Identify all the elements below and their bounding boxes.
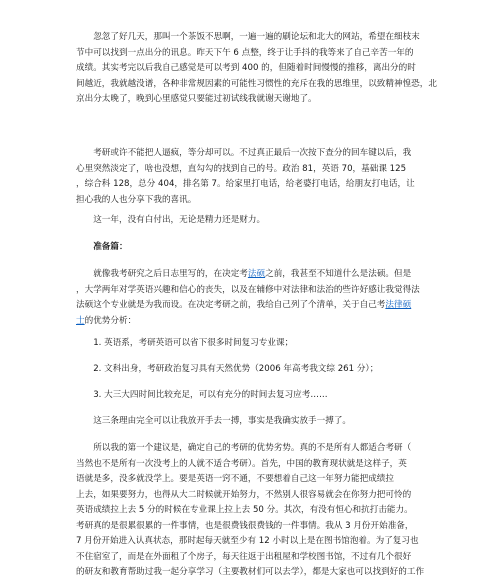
text-line: 7 月份开始进入认真状态，那时起每天就至少有 12 小时以上是在图书馆泡着。为了复习也: [76, 536, 419, 546]
text-line: [76, 314, 422, 330]
text-line: ，综合科 128，总分 404，排名第 7。给家里打电话，给老婆打电话，给朋友打电话，让: [76, 179, 415, 189]
paragraph-score-reveal: [76, 146, 422, 208]
paragraph-first-advice: [76, 441, 425, 581]
paragraph-effort-paid-off: [76, 213, 422, 229]
text-line: 考研或许不能把人逼疯，等分却可以。不过真正最后一次按下查分的回车键以后，我: [76, 148, 412, 158]
link-law-master-continued[interactable]: 士: [76, 315, 85, 326]
text-line: 英语成绩拉上去 5 分的时候在专业课上拉上去 50 分。其次，有没有恒心和抗打击能力。: [76, 505, 413, 515]
text-line: 不住宿室了，而是在外面租了个房子，每天往返于出租屋和学校图书馆，不过有几个很好: [76, 551, 412, 562]
text-segment: 就像我考研究之后日志里写的，在决定考: [76, 269, 248, 279]
text-segment: 法硕这个专业就是为我而设。在决定考研之前，我给自己列了个清单，关于自己考: [76, 300, 386, 310]
text-line: 的研友和教育帮助过我一起分享学习（主要教材们可以去学），都是大家也可以找到好的工作: [76, 567, 425, 577]
text-line: 成绩。其实考完以后我自己感觉是可以考到 400 的，但随着时间慢慢的推移，离出分的时: [76, 63, 416, 73]
text-line: 节中可以找到一点出分的讯息。昨天下午 6 点整，终于让手抖的我等来了自己辛苦一年的: [76, 47, 414, 58]
paragraph-why-law-master: [76, 267, 422, 329]
text-segment: 的优势分析：: [84, 315, 137, 326]
text-line: 上去，如果要努力，也得从大二时候就开始努力，不然别人很容易就会在你努力把可怜的: [76, 489, 412, 500]
text-line: [76, 267, 422, 283]
list-item-text: 3. 大三大四时间比较充足，可以有充分的时间去复习应考……: [76, 390, 328, 400]
text-line: ，大学两年对学英语兴趣和信心的丧失，以及在辅修中对法律和法治的些许好感让我觉得法: [76, 284, 420, 295]
paragraph-three-reasons: [76, 414, 422, 430]
text-line: 京出分太晚了，晚到心里感觉只要能过初试线我就谢天谢地了。: [76, 94, 317, 104]
text-line: 这一年，没有白付出，无论是精力还是财力。: [76, 215, 266, 225]
text-segment: 之前，我甚至不知道什么是法硕。但是: [265, 269, 412, 279]
text-line: 考研真的是很累很累的一件事情，也是很费钱很费钱的一件事情。我从 3 月份开始准备，: [76, 520, 414, 531]
text-line: 语就是多，没多就没学上。要是英语一窍不通，不要想着自己这一年努力能把成绩拉: [76, 474, 394, 484]
paragraph-waiting-for-results: [76, 30, 437, 108]
list-item-liberal-arts: [76, 362, 422, 378]
text-line: [76, 298, 422, 314]
section-heading-preparation: [76, 240, 422, 256]
text-line: 心里突然淡定了，啥也没想，直勾勾的找到自己的号。政治 81，英语 70，基础课 125: [76, 163, 407, 174]
link-law-master[interactable]: 法律硕: [385, 300, 412, 310]
text-line: 这三条理由完全可以让我放开手去一搏，事实是我确实放手一搏了。: [76, 416, 352, 426]
text-line: 忽忽了好几天，那叫一个茶饭不思啊，一遍一遍的刷论坛和北大的网站，希望在细枝末: [76, 32, 420, 42]
text-line: 间越近，我就越没谱，各种非常规因素的可能性习惯性的充斥在我的思维里，以致精神惶恐，北: [76, 78, 437, 89]
heading-text: 准备篇：: [76, 242, 128, 252]
list-item-text: 1. 英语系，考研英语可以省下很多时间复习专业课；: [76, 338, 294, 348]
text-line: 所以我的第一个建议是，确定自己的考研的优势劣势。真的不是所有人都适合考研（: [76, 443, 412, 453]
text-line: 担心我的人也分享下我的喜讯。: [76, 194, 197, 205]
text-line: 当然也不是所有一次没考上的人就不适合考研）。首先，中国的教育现状就是这样子，英: [76, 458, 407, 469]
list-item-text: 2. 文科出身，考研政治复习具有天然优势（2006 年高考我文综 261 分）；: [76, 364, 379, 374]
list-item-english-major: [76, 336, 422, 352]
link-law-master-short[interactable]: 法硕: [247, 269, 266, 279]
list-item-spare-time: [76, 388, 422, 404]
